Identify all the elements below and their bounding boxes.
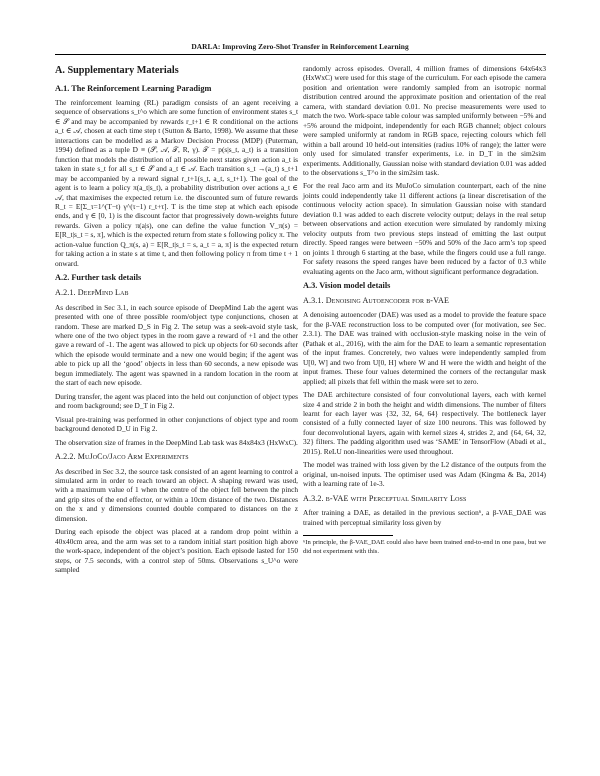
rl-heading: A.1. The Reinforcement Learning Paradigm xyxy=(55,84,212,93)
deepmind-paragraph-3: Visual pre-training was performed in other conjunctions of object type and room background denoted D_U in Fig 2. xyxy=(55,414,298,434)
perceptual-heading: A.3.2. β-VAE with Perceptual Similarity Loss xyxy=(303,493,467,503)
footnote: ⁶In principle, the β-VAE_DAE could also have been trained end-to-end in one pass, but we did not experiment with this. xyxy=(303,539,546,555)
jaco-paragraph-1: As described in Sec 3.2, the source task consisted of an agent learning to control a simulated arm in order to reach toward an object. A shaping reward was used, with a maximum value of 1 when the centre of the object fell between the pinch and grip sites of the end effector, or within a 10cm distance of the two. Distances on the x and y dimensions counted double compared to distances on the z dimension. xyxy=(55,466,298,523)
deepmind-paragraph-1: As described in Sec 3.1, in each source episode of DeepMind Lab the agent was presented with one of three possible room/object type conjunctions, chosen at random. These are marked D_S in Fig 2. The setup was a seek-avoid style task, where one of the two object types in the room gave a reward of +1 and the other gave a reward of -1. The agent was allowed to pick up objects for 60 seconds after which the episode would terminate and a new one would begin; if the agent was able to pick up all the ‘good’ objects in less than 60 seconds, a new episode was begun immediately. The agent was spawned in a random location in the room at the start of each new episode. xyxy=(55,302,298,388)
running-title: DARLA: Improving Zero-Shot Transfer in Reinforcement Learning xyxy=(191,42,409,51)
deepmind-paragraph-4: The observation size of frames in the DeepMind Lab task was 84x84x3 (HxWxC). xyxy=(55,437,298,447)
dae-paragraph-3: The model was trained with loss given by the L2 distance of the outputs from the original, un-noised inputs. The optimiser used was Adam (Kingma & Ba, 2014) with a learning rate of 1e-3. xyxy=(303,460,546,489)
perceptual-paragraph: After training a DAE, as detailed in the previous section⁶, a β-VAE_DAE was trained with perceptual similarity loss given by xyxy=(303,508,546,527)
rl-paragraph: The reinforcement learning (RL) paradigm consists of an agent receiving a sequence of observations s_t^o which are some function of environment states s_t ∈ 𝒮 and may be accompanied by rewards r_t+1 ∈ R conditional on the actions a_t ∈ 𝒜, chosen at each time step t (Sutton & Barto, 1998). We assume that these interactions can be modelled as a Markov Decision Process (MDP) (Puterman, 1994) defined as a tuple D ≡ (𝒮, 𝒜, 𝒯, R, γ). 𝒯 = p(s|s_t, a_t) is a transition function that models the distribution of all possible next states given action a_t is taken in state s_t for all s_t ∈ 𝒮 and a_t ∈ 𝒜. Each transition s_t →(a_t) s_t+1 may be accompanied by a reward signal r_t+1(s_t, a_t, s_t+1). The goal of the agent is to learn a policy π(a_t|s_t), a probability distribution over actions a_t ∈ 𝒜, that maximises the expected return i.e. the discounted sum of future rewards R_t = E[Σ_τ=1^(T−t) γ^(τ−1) r_t+τ]. T is the time step at which each episode ends, and γ ∈ [0, 1) is the discount factor that progressively down-weights future rewards. Given a policy π(a|s), one can define the value function V_π(s) = E[R_t|s_t = s, π], which is the expected return from state s following policy π. The action-value function Q_π(s, a) = E[R_t|s_t = s, a_t = a, π] is the expected return for taking action a in state s at time t, and then following policy π from time t + 1 onward. xyxy=(55,98,298,268)
jaco-paragraph-3: randomly across episodes. Overall, 4 million frames of dimensions 64x64x3 (HxWxC) were used for this stage of the curriculum. For each episode the camera position and orientation were randomly sampled from an isotropic normal distribution centred around the approximate position and orientation of the real camera, with standard deviation 0.01. No precise measurements were used to match the two. Work-space table colour was sampled uniformly between −5% and +5% around the midpoint, independently for each RGB channel; object colours were sampled uniformly at random in RGB space, rejecting colours which fell within a ball around 10 held-out intensities (radius 10% of range); the latter were only used for simulated transfer experiments, i.e. in D_T in the sim2sim experiments. Additionally, Gaussian noise with standard deviation 0.01 was added to the observations s_T^o in the sim2sim task. xyxy=(303,64,546,177)
jaco-heading: A.2.2. MuJoCo/Jaco Arm Experiments xyxy=(55,452,189,461)
vision-heading: A.3. Vision model details xyxy=(303,280,391,290)
left-column xyxy=(55,64,298,578)
jaco-paragraph-2: During each episode the object was placed at a random drop point within a 40x40cm area, and the arm was set to a random initial start position high above the work-space, independent of the object’s position. Each episode lasted for 150 steps, or 7.5 seconds, with a control step of 50ms. Observations s_U^o were sampled xyxy=(55,527,298,575)
task-details-heading: A.2. Further task details xyxy=(55,273,142,283)
deepmind-paragraph-2: During transfer, the agent was placed into the held out conjunction of object types and room background; see D_T in Fig 2. xyxy=(55,391,298,411)
header-rule xyxy=(55,54,546,55)
section-title: A. Supplementary Materials xyxy=(55,65,179,76)
right-column xyxy=(303,64,546,556)
dae-paragraph-1: A denoising autoencoder (DAE) was used as a model to provide the feature space for the β-VAE reconstruction loss to be computed over (for motivation, see Sec. 2.3.1). The DAE was trained with occlusion-style masking noise in the vein of (Pathak et al., 2016), with the aim for the DAE to learn a semantic representation of the input frames. Concretely, two values were independently sampled from U[0, W] and two from U[0, H] where W and H were the width and height of the input frames. These four values determined the corners of the rectangular mask applied; all pixels that fell within the mask were set to zero. xyxy=(303,310,546,386)
deepmind-lab-heading: A.2.1. DeepMind Lab xyxy=(55,288,129,298)
dae-paragraph-2: The DAE architecture consisted of four convolutional layers, each with kernel size 4 and stride 2 in both the height and width dimensions. The number of filters learnt for each layer was {32, 32, 64, 64} respectively. The bottleneck layer consisted of a fully connected layer of size 100 neurons. This was followed by four deconvolutional layers, again with kernel sizes 4, strides 2, and {64, 64, 32, 32} filters. The padding algorithm used was ‘SAME’ in TensorFlow (Abadi et al., 2015). ReLU non-linearities were used throughout. xyxy=(303,390,546,456)
jaco-paragraph-4: For the real Jaco arm and its MuJoCo simulation counterpart, each of the nine joints could independently take 11 different actions (a linear discretisation of the continuous velocity action space). In simulation Gaussian noise with standard deviation 0.1 was added to each discrete velocity output; delays in the real setup between observations and action execution were simulated by randomly mixing velocity outputs from two previous steps instead of emitting the last output directly. Speed ranges were between −50% and 50% of the Jaco arm’s top speed on joints 1 through 6 starting at the base, while the fingers could use a full range. For safety reasons the speed ranges have been reduced by a factor of 0.3 while evaluating agents on the Jaco arm, without significant performance degradation. xyxy=(303,181,546,276)
footnote-rule xyxy=(303,535,393,536)
dae-heading: A.3.1. Denoising Autoencoder for β-VAE xyxy=(303,295,449,305)
